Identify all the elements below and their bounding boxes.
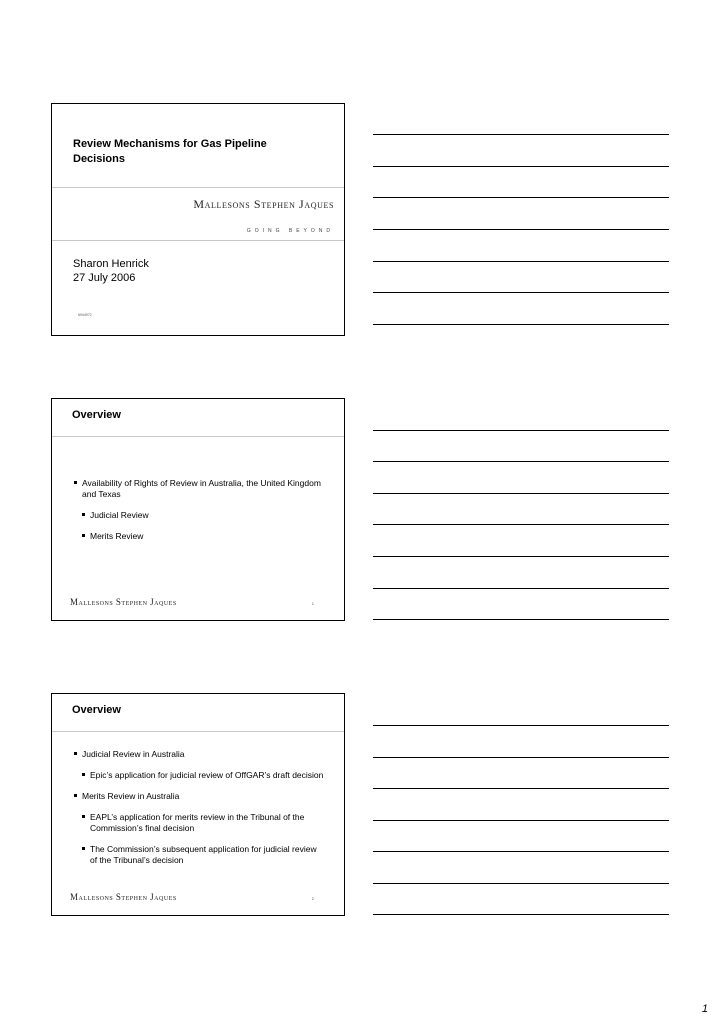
bullet-icon (82, 513, 85, 516)
note-line (373, 229, 669, 230)
bullet-item: Judicial Review in Australia (74, 749, 324, 760)
note-line (373, 820, 669, 821)
slide-heading: Overview (72, 409, 121, 421)
divider (52, 187, 344, 188)
bullet-item: Availability of Rights of Review in Australia, the United Kingdom and Texas (74, 478, 324, 500)
bullet-list (74, 749, 324, 876)
page-number: 1 (701, 1003, 708, 1015)
note-line (373, 619, 669, 620)
note-line (373, 725, 669, 726)
bullet-icon (82, 815, 85, 818)
note-line (373, 324, 669, 325)
title-slide (51, 103, 345, 336)
note-line (373, 883, 669, 884)
presentation-title: Review Mechanisms for Gas Pipeline Decisions (73, 138, 267, 165)
slide-heading: Overview (72, 704, 121, 716)
slide-number: 2 (311, 896, 314, 901)
bullet-list (74, 478, 324, 552)
note-line (373, 788, 669, 789)
overview-slide-1 (51, 398, 345, 621)
document-reference: 6944972 (78, 313, 92, 317)
author-block (73, 257, 149, 285)
overview-slide-2 (51, 693, 345, 916)
company-tagline: GOING BEYOND (246, 228, 334, 234)
bullet-icon (82, 534, 85, 537)
note-line (373, 292, 669, 293)
author-name: Sharon Henrick (73, 258, 149, 270)
note-line (373, 197, 669, 198)
divider (52, 436, 344, 437)
bullet-icon (82, 773, 85, 776)
note-line (373, 261, 669, 262)
note-line (373, 134, 669, 135)
bullet-item: The Commission’s subsequent application for judicial review of the Tribunal’s decision (82, 844, 324, 866)
note-line (373, 914, 669, 915)
company-logo: Mallesons Stephen Jaques (193, 197, 334, 211)
bullet-icon (74, 794, 77, 797)
note-line (373, 493, 669, 494)
divider (52, 731, 344, 732)
bullet-icon (74, 481, 77, 484)
note-line (373, 461, 669, 462)
note-line (373, 430, 669, 431)
note-line (373, 588, 669, 589)
bullet-item: Merits Review (82, 531, 324, 542)
bullet-icon (82, 847, 85, 850)
divider (52, 240, 344, 241)
company-logo: Mallesons Stephen Jaques (70, 597, 177, 607)
bullet-item: Merits Review in Australia (74, 791, 324, 802)
bullet-item: Epic’s application for judicial review of OffGAR’s draft decision (82, 770, 324, 781)
note-line (373, 556, 669, 557)
note-line (373, 757, 669, 758)
slide-number: 1 (311, 601, 314, 606)
company-logo: Mallesons Stephen Jaques (70, 892, 177, 902)
presentation-date: 27 July 2006 (73, 272, 136, 284)
note-line (373, 851, 669, 852)
bullet-item: Judicial Review (82, 510, 324, 521)
bullet-icon (74, 752, 77, 755)
bullet-item: EAPL’s application for merits review in the Tribunal of the Commission’s final decision (82, 812, 324, 834)
note-line (373, 524, 669, 525)
note-line (373, 166, 669, 167)
